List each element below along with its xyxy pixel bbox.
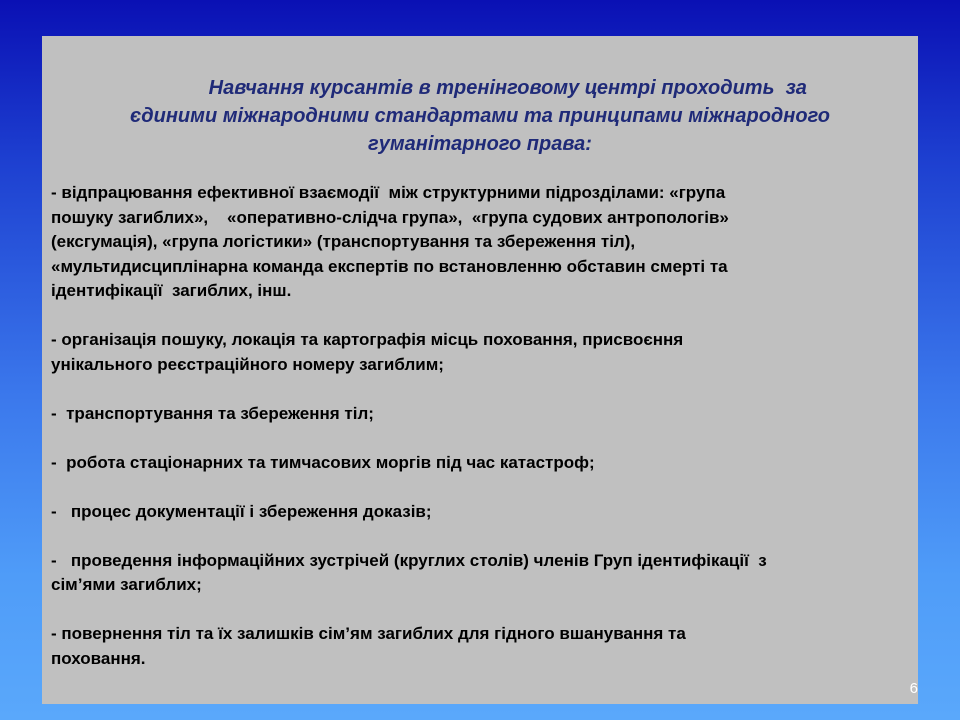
bullet-line: «мультидисциплінарна команда експертів по встановленню обставин смерті та — [51, 256, 728, 276]
bullet-line: пошуку загиблих», «оперативно-слідча група», «група судових антропологів» — [51, 207, 729, 227]
bullet-return-remains — [51, 622, 911, 671]
bullet-line: поховання. — [51, 648, 146, 668]
page-number: 6 — [909, 680, 918, 697]
bullet-line: унікального реєстраційного номеру загиблим; — [51, 354, 444, 374]
bullet-line: - робота стаціонарних та тимчасових моргів під час катастроф; — [51, 452, 595, 472]
title-line: єдиними міжнародними стандартами та принципами міжнародного — [130, 105, 830, 127]
bullet-interaction — [51, 181, 911, 304]
bullet-family-meetings — [51, 549, 911, 598]
slide-title — [42, 74, 918, 158]
bullet-line: сім’ями загиблих; — [51, 575, 202, 594]
title-line: Навчання курсантів в тренінговому центрі проходить за — [153, 77, 807, 99]
bullet-line: - відпрацювання ефективної взаємодії між структурними підрозділами: «група — [51, 183, 726, 202]
bullet-line: - транспортування та збереження тіл; — [51, 403, 374, 423]
bullet-line: - процес документації і збереження доказів; — [51, 501, 432, 521]
bullet-documentation — [51, 500, 911, 525]
bullet-line: ідентифікації загиблих, інш. — [51, 281, 292, 300]
bullet-morgues — [51, 451, 911, 476]
bullet-line: - організація пошуку, локація та картографія місць поховання, присвоєння — [51, 330, 684, 349]
bullet-line: (ексгумація), «група логістики» (транспортування та збереження тіл), — [51, 232, 636, 251]
title-line: гуманітарного права: — [368, 133, 592, 155]
bullet-transport — [51, 402, 911, 427]
bullet-search-mapping — [51, 328, 911, 377]
bullet-line: - проведення інформаційних зустрічей (круглих столів) членів Груп ідентифікації з — [51, 550, 767, 570]
slide-content-panel — [42, 36, 918, 704]
bullet-list — [51, 181, 911, 696]
bullet-line: - повернення тіл та їх залишків сім’ям загиблих для гідного вшанування та — [51, 624, 686, 643]
